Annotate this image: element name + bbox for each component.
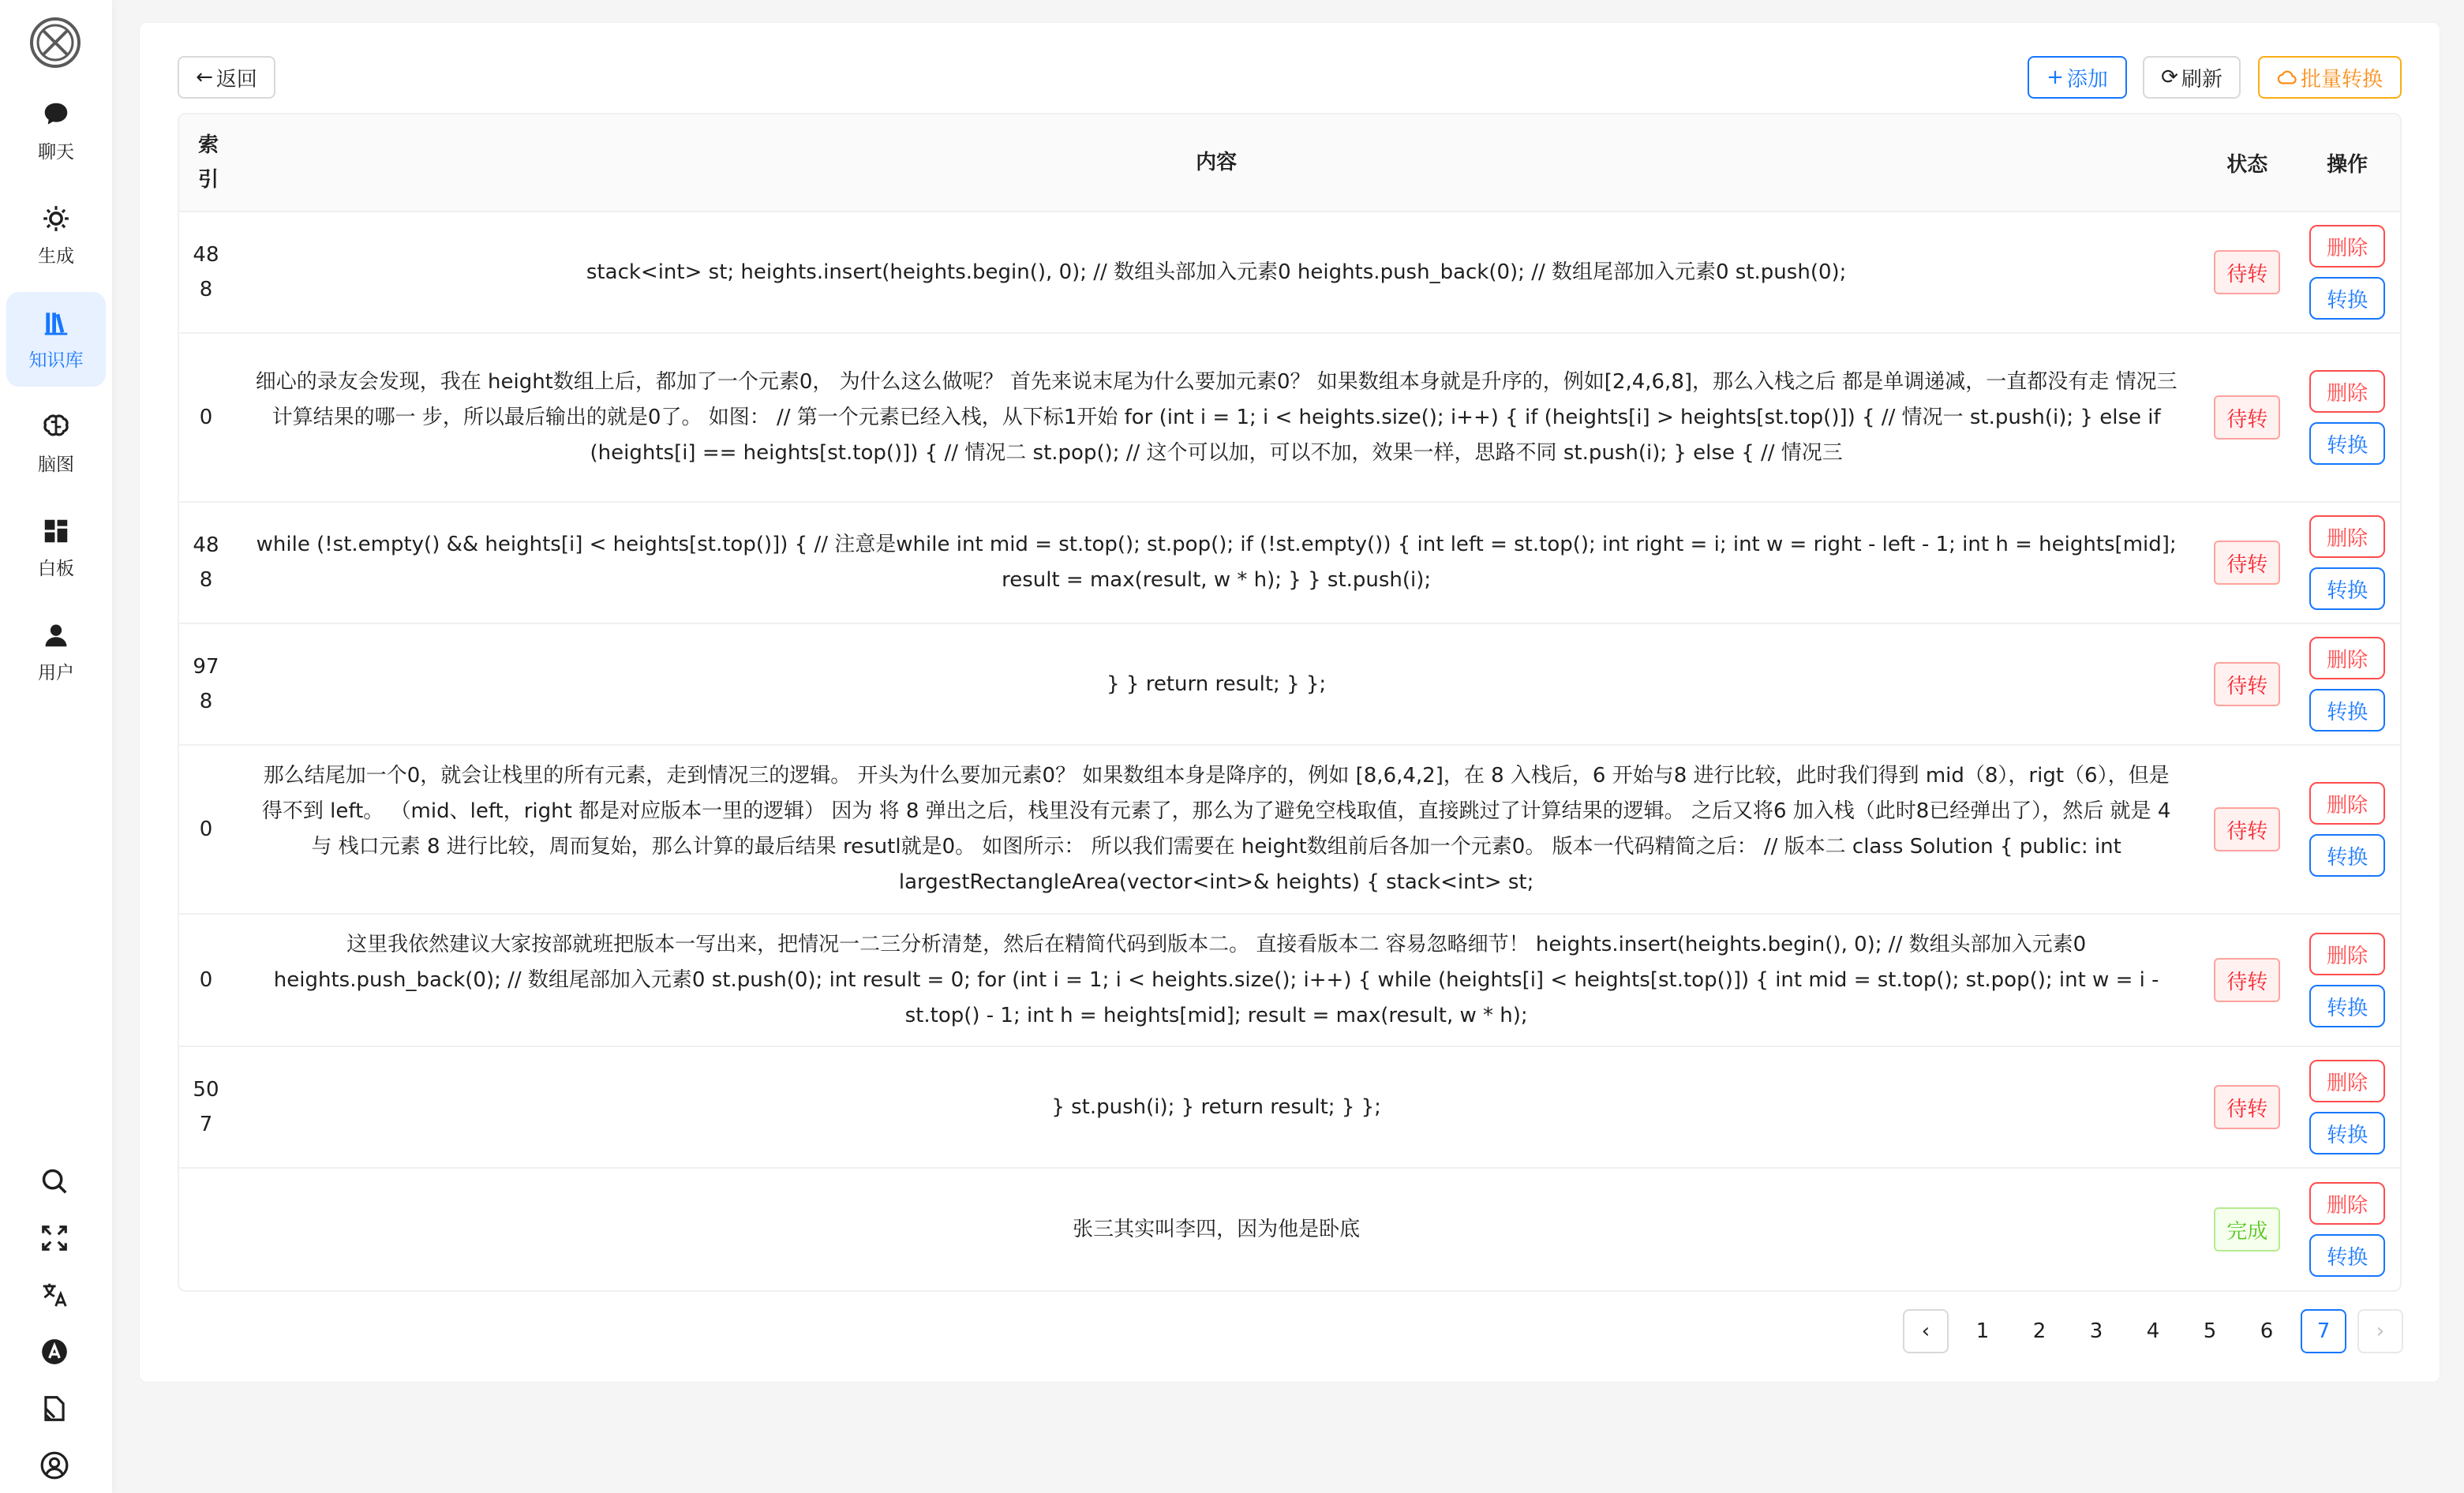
nav-item-mindmap[interactable] (6, 396, 106, 491)
convert-button[interactable]: 转换 (2309, 1112, 2385, 1154)
row-content: 那么结尾加一个0，就会让栈里的所有元素，走到情况三的逻辑。 开头为什么要加元素0？ 如果数组本身是降序的，例如 [8,6,4,2]，在 8 入栈后，6 开始与8 进行比较，此时我们得到 mid（8），rigt（6），但是得不到 left。 （mid、left，right 都是对应版本一里的逻辑） 因为 将 8 弹出之后，栈里没有元素了，那么为了避免空栈取值，直接跳过了计算结果的逻辑。 之后又将6 加入栈（此时8已经弹出了），然后 就是 4 与 栈口元素 8 进行比较，周而复始，那么计算的最后结果 resutl就是0。 如图所示： 所以我们需要在 height数组前后各加一个元素0。 版本一代码精简之后： // 版本二 class Solution { public: int largestRectangleArea(vector<int>& heights) { stack<int> st; (261, 764, 2171, 894)
delete-button[interactable]: 删除 (2309, 782, 2385, 825)
arrow-left-icon: ← (196, 65, 213, 89)
whiteboard-icon (41, 516, 71, 546)
status-badge: 待转 (2214, 395, 2280, 440)
table-header (179, 114, 2400, 212)
delete-button[interactable]: 删除 (2309, 637, 2385, 679)
refresh-label: 刷新 (2181, 67, 2222, 92)
row-index: 488 (193, 533, 219, 592)
batch-convert-button[interactable] (2258, 56, 2402, 99)
knowledge-table (178, 113, 2402, 1292)
nav-label: 知识库 (28, 350, 84, 371)
row-index (179, 1169, 233, 1290)
page-button[interactable]: 3 (2089, 1319, 2103, 1343)
status-badge: 待转 (2214, 958, 2280, 1002)
nav-item-user[interactable] (6, 604, 106, 699)
refresh-icon: ⟳ (2161, 65, 2178, 89)
refresh-button[interactable] (2143, 56, 2241, 99)
delete-button[interactable]: 删除 (2309, 370, 2385, 413)
nav-label: 生成 (38, 245, 74, 267)
page-button[interactable]: 1 (1975, 1319, 1990, 1343)
delete-button[interactable]: 删除 (2309, 1182, 2385, 1225)
chat-icon (41, 99, 71, 129)
add-button[interactable] (2028, 56, 2127, 99)
prev-page-button[interactable] (1903, 1309, 1949, 1353)
status-badge: 待转 (2214, 1085, 2280, 1129)
row-content: 张三其实叫李四，因为他是卧底 (1073, 1217, 1361, 1241)
add-label: 添加 (2066, 67, 2108, 92)
cloud-upload-icon (2277, 65, 2297, 89)
convert-button[interactable]: 转换 (2309, 567, 2385, 610)
status-badge: 待转 (2214, 541, 2280, 585)
nav-item-whiteboard[interactable] (6, 500, 106, 595)
page-button[interactable]: 5 (2203, 1319, 2217, 1343)
nav-label: 聊天 (38, 141, 74, 163)
search-icon[interactable] (38, 1165, 71, 1198)
status-badge: 待转 (2214, 807, 2280, 851)
delete-button[interactable]: 删除 (2309, 225, 2385, 268)
row-content: } } return result; } }; (1107, 672, 1327, 696)
nav-label: 白板 (38, 558, 74, 579)
sidebar (0, 0, 112, 1493)
convert-button[interactable]: 转换 (2309, 689, 2385, 732)
notebook-icon[interactable] (38, 1392, 71, 1425)
chevron-right-icon: › (2376, 1319, 2385, 1343)
back-label: 返回 (215, 67, 257, 92)
next-page-button[interactable] (2357, 1309, 2403, 1353)
nav-label: 用户 (38, 662, 74, 683)
page-button[interactable]: 2 (2032, 1319, 2046, 1343)
library-icon (41, 308, 71, 338)
nav-item-chat[interactable] (6, 84, 106, 178)
table-row (179, 1047, 2400, 1169)
row-content: 细心的录友会发现，我在 height数组上后，都加了一个元素0， 为什么这么做呢？ 首先来说末尾为什么要加元素0？ 如果数组本身就是升序的，例如[2,4,6,8]，那么入栈之后 都是单调递减，一直都没有走 情况三 计算结果的哪一 步，所以最后输出的就是0了。 如图： // 第一个元素已经入栈，从下标1开始 for (int i = 1; i < heights.size(); i++) { if (heights[i] > heights[st.top()]) { // 情况一 st.push(i); } else if (heights[i] == heights[st.top()]) { // 情况二 st.pop(); // 这个可以加，可以不加，效果一样，思路不同 st.push(i); } else { // 情况三 (255, 369, 2178, 465)
plus-icon: + (2046, 65, 2064, 89)
row-content: while (!st.empty() && heights[i] < heights[st.top()]) { // 注意是while int mid = st.top(); st.pop(); if (!st.empty()) { int left = st.top(); int right = i; int w = right - left - 1; int h = heights[mid]; result = max(result, w * h); } } st.push(i); (256, 533, 2177, 592)
nav-item-knowledge-base[interactable] (6, 292, 106, 387)
chevron-left-icon: ‹ (1921, 1319, 1930, 1343)
delete-button[interactable]: 删除 (2309, 515, 2385, 558)
row-index: 488 (193, 243, 219, 301)
table-row (179, 503, 2400, 624)
convert-button[interactable]: 转换 (2309, 985, 2385, 1027)
table-row (179, 1169, 2400, 1290)
page-button[interactable]: 6 (2260, 1319, 2274, 1343)
status-badge: 待转 (2214, 662, 2280, 706)
header-status: 状态 (2226, 152, 2268, 177)
delete-button[interactable]: 删除 (2309, 933, 2385, 975)
theme-icon[interactable] (38, 1335, 71, 1368)
row-content: } st.push(i); } return result; } }; (1051, 1094, 1381, 1119)
page-button-current[interactable]: 7 (2301, 1309, 2346, 1353)
delete-button[interactable]: 删除 (2309, 1060, 2385, 1102)
table-row (179, 334, 2400, 503)
row-index: 0 (199, 406, 213, 429)
header-content: 内容 (1196, 150, 1238, 174)
row-index: 507 (193, 1078, 219, 1136)
row-content: 这里我依然建议大家按部就班把版本一写出来，把情况一二三分析清楚，然后在精简代码到版本二。 直接看版本二 容易忽略细节！ heights.insert(heights.begin(), 0); // 数组头部加入元素0 heights.push_back(0); // 数组尾部加入元素0 st.push(0); int result = 0; for (int i = 1; i < heights.size(); i++) { while (heights[i] < heights[st.top()]) { int mid = st.top(); st.pop(); int w = i - st.top() - 1; int h = heights[mid]; result = max(result, w * h); (273, 932, 2159, 1027)
convert-button[interactable]: 转换 (2309, 277, 2385, 320)
convert-button[interactable]: 转换 (2309, 834, 2385, 877)
translate-icon[interactable] (38, 1278, 71, 1312)
brain-icon (41, 412, 71, 442)
fullscreen-icon[interactable] (38, 1222, 71, 1255)
knowledge-base-card (139, 22, 2440, 1383)
table-row (179, 915, 2400, 1047)
table-row (179, 746, 2400, 915)
row-index: 0 (199, 968, 213, 992)
header-index: 索引 (197, 133, 219, 192)
status-badge: 待转 (2214, 250, 2280, 294)
account-icon[interactable] (38, 1449, 71, 1482)
nav-label: 脑图 (38, 454, 74, 475)
row-index: 978 (193, 655, 219, 713)
batch-label: 批量转换 (2300, 67, 2383, 92)
convert-button[interactable]: 转换 (2309, 1234, 2385, 1277)
status-badge: 完成 (2214, 1207, 2280, 1252)
table-row (179, 624, 2400, 746)
sparkle-icon (41, 204, 71, 234)
app-logo-icon[interactable] (28, 16, 82, 69)
user-icon (41, 620, 71, 650)
row-index: 0 (199, 818, 213, 841)
nav-item-generate[interactable] (6, 188, 106, 283)
row-content: stack<int> st; heights.insert(heights.begin(), 0); // 数组头部加入元素0 heights.push_back(0); // 数组尾部加入元素0 st.push(0); (586, 260, 1847, 284)
header-ops: 操作 (2327, 152, 2369, 177)
back-button[interactable] (178, 56, 275, 99)
page-button[interactable]: 4 (2146, 1319, 2160, 1343)
convert-button[interactable]: 转换 (2309, 422, 2385, 465)
table-row (179, 212, 2400, 334)
